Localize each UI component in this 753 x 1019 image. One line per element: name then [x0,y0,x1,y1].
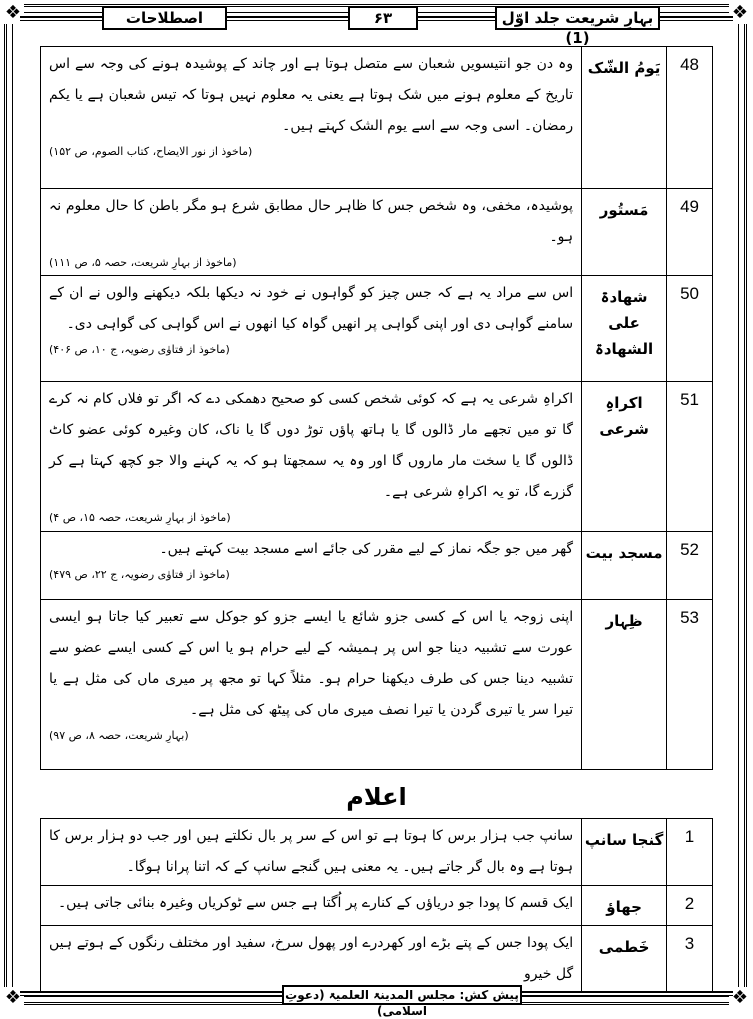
table-row [41,47,713,189]
term-name: ظِہار [582,600,667,770]
term-number: 48 [667,47,713,189]
term-description [41,189,582,276]
alam-number: 2 [667,886,713,926]
term-number: 53 [667,600,713,770]
term-description [41,600,582,770]
term-description [41,276,582,382]
term-description [41,532,582,600]
alam-name: خَطمی [582,926,667,993]
term-source: (ماخوذ از فتاوٰی رضویہ، ج ۱۰، ص ۴۰۶) [49,343,230,356]
term-text: پوشیدہ، مخفی، وہ شخص جس کا ظاہر حال مطابق شرع ہو مگر باطن کا حال معلوم نہ ہو۔ [49,198,574,245]
term-source: (ماخوذ از نور الایضاح، کتاب الصوم، ص ۱۵۲) [49,145,253,158]
alam-table [40,818,713,993]
term-text: اس سے مراد یہ ہے کہ جس چیز کو گواہوں نے خود نہ دیکھا بلکہ دیکھنے والوں نے ان کے سامنے گواہی دی اور اپنی گواہی پر انھیں گواہ کیا انھوں نے اس گواہی کی گواہی دی۔ [49,285,574,332]
alam-number: 1 [667,819,713,886]
section-heading: اعلام [346,783,407,811]
term-name: مَستُور [582,189,667,276]
term-source: (بہارِ شریعت، حصہ ۸، ص ۹۷) [49,729,189,742]
term-name: یَومُ الشّک [582,47,667,189]
page-number: ۶۳ [348,6,418,30]
book-title: بہارِ شریعت جلد اوّل (1) [495,6,660,30]
page-header [20,6,733,47]
terms-table [40,46,713,770]
section-title: اصطلاحات [102,6,227,30]
corner-ornament-icon: ❖ [729,2,751,24]
alam-description: سانپ جب ہزار برس کا ہوتا ہے تو اس کے سر پر بال نکلتے ہیں اور جب دو ہزار برس کا ہوتا ہے وہ بال گر جاتے ہیں۔ یہ معنی ہیں گنجے سانپ کے کہ اتنا پرانا ہوگا۔ [41,819,582,886]
table-row [41,819,713,886]
term-name: شھادۃ علی الشھادۃ [582,276,667,382]
term-name: اکراہِ شرعی [582,382,667,532]
table-row [41,382,713,532]
term-description [41,47,582,189]
term-name: مسجد بیت [582,532,667,600]
term-number: 52 [667,532,713,600]
term-text: وہ دن جو انتیسویں شعبان سے متصل ہوتا ہے اور چاند کے پوشیدہ ہونے کی وجہ سے اس تاریخ کے معلوم ہونے میں شک ہوتا ہے یعنی یہ معلوم نہیں ہوتا کہ تیس شعبان ہے یا یکم رمضان۔ اسی وجہ سے اسے یوم الشک کہتے ہیں۔ [49,56,574,134]
term-text: گھر میں جو جگہ نماز کے لیے مقرر کی جائے اسے مسجد بیت کہتے ہیں۔ [159,541,574,557]
corner-ornament-icon: ❖ [729,987,751,1009]
table-row [41,886,713,926]
alam-number: 3 [667,926,713,993]
term-text: اکراہِ شرعی یہ ہے کہ کوئی شخص کسی کو صحیح دھمکی دے کہ اگر تو فلاں کام نہ کرے گا تو میں تجھے مار ڈالوں گا یا ہاتھ پاؤں توڑ دوں گا یا ناک، کان وغیرہ کوئی عضو کاٹ ڈالوں گا یا سخت مار ماروں گا اور وہ یہ سمجھتا ہو کہ یہ کہنے والا جو کچھ کہتا ہے کر گزرے گا، تو یہ اکراہِ شرعی ہے۔ [49,391,574,500]
table-row [41,600,713,770]
page-footer [20,985,733,1018]
corner-ornament-icon: ❖ [2,987,24,1009]
table-row [41,926,713,993]
corner-ornament-icon: ❖ [2,2,24,24]
table-row [41,532,713,600]
table-row [41,276,713,382]
term-source: (ماخوذ از بہارِ شریعت، حصہ ۵، ص ۱۱۱) [49,256,237,269]
table-row [41,189,713,276]
alam-name: جھاؤ [582,886,667,926]
alam-description: ایک پودا جس کے پتے بڑے اور کھردرے اور پھول سرخ، سفید اور مختلف رنگوں کے ہوتے ہیں گل خیرو [41,926,582,993]
term-source: (ماخوذ از فتاوٰی رضویہ، ج ۲۲، ص ۴۷۹) [49,568,230,581]
publisher-label: پیش کش: مجلس المدینۃ العلمیۃ (دعوتِ اسلامی) [282,985,522,1005]
term-text: اپنی زوجہ یا اس کے کسی جزو شائع یا ایسے جزو کو جوکل سے تعبیر کیا جاتا ہو ایسی عورت سے تشبیہ دینا جو اس پر ہمیشہ کے لیے حرام ہو یا اس کے کسی ایسے عضو سے تشبیہ دینا جس کی طرف دیکھنا حرام ہو۔ مثلاً کہا تو مجھ پر میری ماں کی مثل ہے یا تیرا سر یا تیری گردن یا تیرا نصف میری ماں کی پیٹھ کی مثل ہے۔ [49,609,574,718]
alam-name: گنجا سانپ [582,819,667,886]
term-description [41,382,582,532]
term-number: 51 [667,382,713,532]
term-source: (ماخوذ از بہارِ شریعت، حصہ ۱۵، ص ۴) [49,511,231,524]
alam-description: ایک قسم کا پودا جو دریاؤں کے کنارے پر اُگتا ہے جس سے ٹوکریاں وغیرہ بنائی جاتی ہیں۔ [41,886,582,926]
term-number: 50 [667,276,713,382]
term-number: 49 [667,189,713,276]
